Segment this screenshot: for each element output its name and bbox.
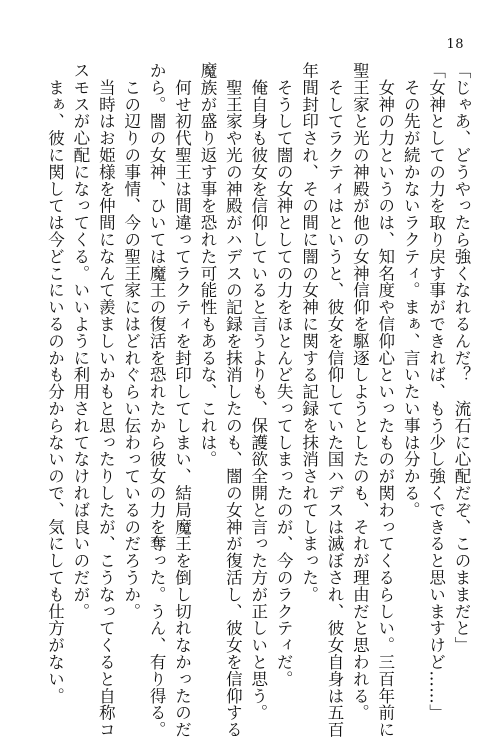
text-line: 当時はお姫様を仲間になんて羨ましいかもと思ったりしたが、こうなってくると自称コ (96, 62, 116, 738)
text-line: この辺りの事情、今の聖王家にはどれぐらい伝わっているのだろうか。 (121, 62, 141, 620)
text-line: 「女神としての力を取り戻す事ができれば、もう少し強くできると思いますけど……」 (426, 62, 446, 722)
text-line: 何せ初代聖王は間違ってラクティを封印してしまい、結局魔王を倒し切れなかったのだ (172, 62, 192, 738)
vertical-text-body (42, 62, 474, 738)
text-line: 俺自身も彼女を信仰していると言うよりも、保護欲全開と言った方が正しいと思う。 (248, 62, 268, 722)
text-line: スモスが心配になってくる。いいように利用されてなければ良いのだが。 (70, 62, 90, 620)
text-line: その先が続かないラクティ。まぁ、言いたい事は分かる。 (401, 62, 421, 519)
text-line: まぁ、彼に関しては今どこにいるのかも分からないので、気にしても仕方がない。 (45, 62, 65, 705)
text-line: 年間封印され、その間に闇の女神に関する記録を抹消されてしまった。 (299, 62, 319, 603)
text-line: 聖王家や光の神殿がハデスの記録を抹消したのも、闇の女神が復活し、彼女を信仰する (223, 62, 243, 738)
text-line: 聖王家と光の神殿が他の女神信仰を駆逐しようとしたのも、それが理由だと思われる。 (350, 62, 370, 722)
text-line: 魔族が盛り返す事を恐れた可能性もあるな、これは。 (197, 62, 217, 468)
text-line: 「じゃあ、どうやったら強くなれるんだ？ 流石に心配だぞ、このままだと」 (452, 62, 471, 654)
text-line: そしてラクティはというと、彼女を信仰していた国ハデスは滅ぼされ、彼女自身は五百 (324, 62, 344, 738)
text-line: から。闇の女神、ひいては魔王の復活を恐れたから彼女の力を奪った。うん、有り得る。 (147, 62, 167, 738)
text-line: そうして闇の女神としての力をほとんど失ってしまったのが、今のラクティだ。 (274, 62, 294, 688)
text-line: 女神の力というのは、知名度や信仰心といったものが関わってくるらしい。三百年前に (375, 62, 395, 738)
page-number: 18 (446, 37, 464, 52)
